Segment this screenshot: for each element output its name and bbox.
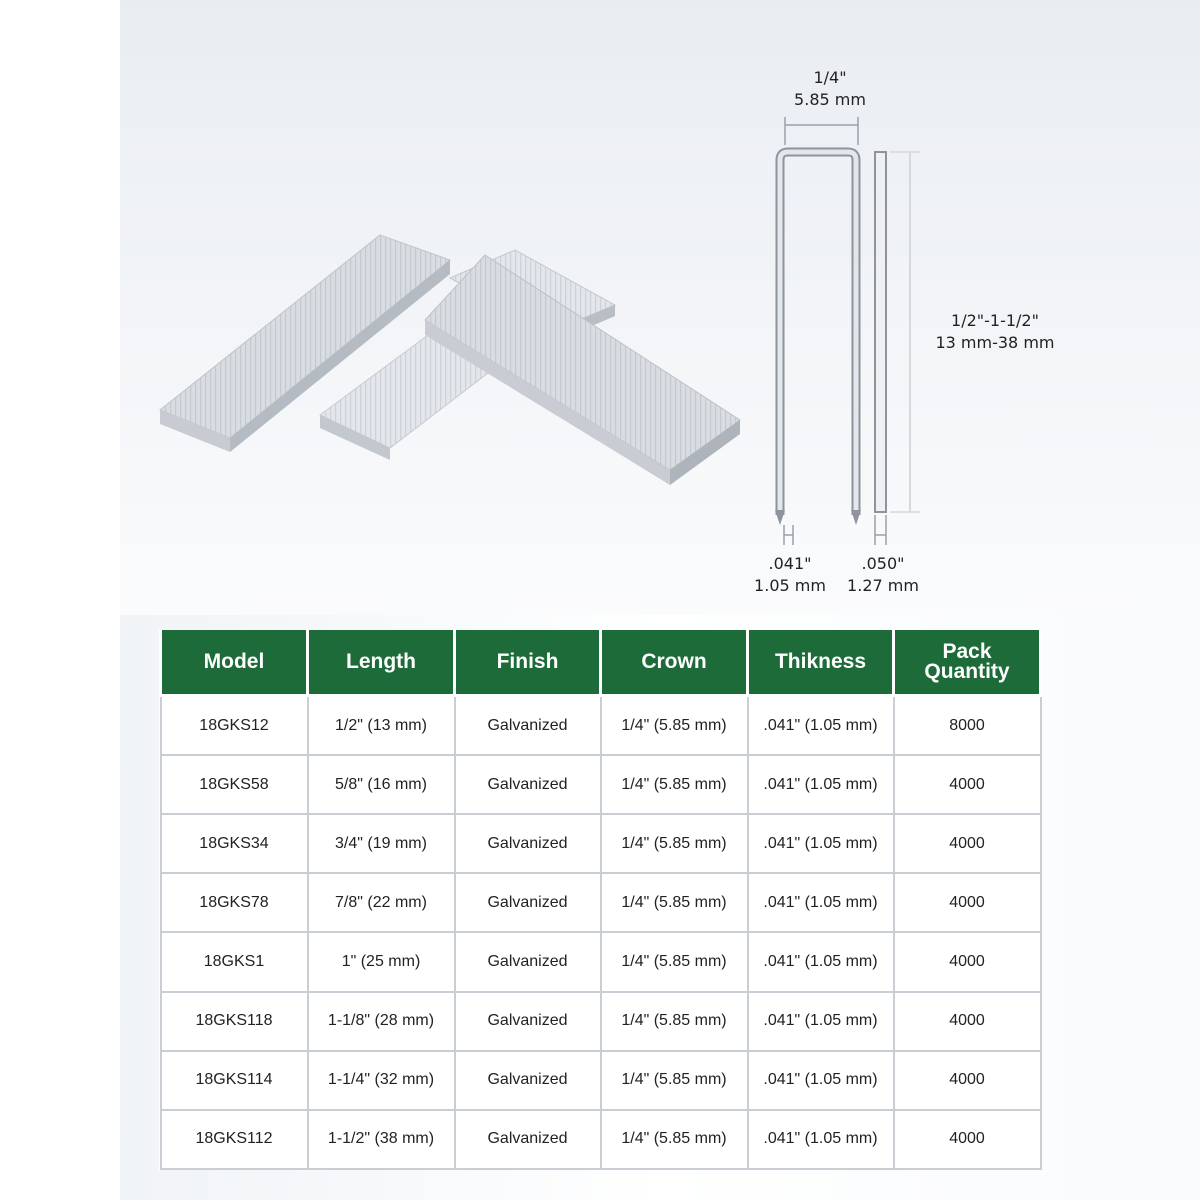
cell-model: 18GKS118 (161, 992, 308, 1051)
cell-pack-quantity: 4000 (894, 1051, 1041, 1110)
cell-model: 18GKS114 (161, 1051, 308, 1110)
cell-model: 18GKS1 (161, 932, 308, 991)
length-inch: 1/2"-1-1/2" (951, 311, 1039, 330)
cell-pack-quantity: 4000 (894, 1110, 1041, 1169)
crown-mm: 5.85 mm (794, 90, 866, 109)
thickness-inch: .050" (861, 554, 905, 573)
cell-length: 5/8" (16 mm) (308, 755, 455, 814)
table-row (161, 873, 1041, 932)
header-crown: Crown (601, 630, 748, 696)
cell-finish: Galvanized (455, 814, 601, 873)
crown-inch: 1/4" (813, 68, 847, 87)
header-finish: Finish (455, 630, 601, 696)
cell-thickness: .041" (1.05 mm) (748, 696, 894, 756)
length-mm: 13 mm-38 mm (935, 333, 1055, 352)
cell-pack-quantity: 8000 (894, 696, 1041, 756)
cell-crown: 1/4" (5.85 mm) (601, 873, 748, 932)
cell-finish: Galvanized (455, 1110, 601, 1169)
cell-length: 1/2" (13 mm) (308, 696, 455, 756)
cell-pack-quantity: 4000 (894, 992, 1041, 1051)
header-model: Model (161, 630, 308, 696)
cell-crown: 1/4" (5.85 mm) (601, 932, 748, 991)
cell-thickness: .041" (1.05 mm) (748, 1051, 894, 1110)
cell-model: 18GKS78 (161, 873, 308, 932)
cell-pack-quantity: 4000 (894, 873, 1041, 932)
cell-pack-quantity: 4000 (894, 814, 1041, 873)
cell-model: 18GKS12 (161, 696, 308, 756)
cell-finish: Galvanized (455, 932, 601, 991)
cell-length: 1-1/8" (28 mm) (308, 992, 455, 1051)
staple-profile (780, 152, 856, 515)
staple-strips-image (150, 220, 750, 520)
cell-crown: 1/4" (5.85 mm) (601, 814, 748, 873)
cell-crown: 1/4" (5.85 mm) (601, 755, 748, 814)
staple-dimension-diagram (740, 55, 1100, 615)
cell-thickness: .041" (1.05 mm) (748, 755, 894, 814)
cell-finish: Galvanized (455, 1051, 601, 1110)
cell-finish: Galvanized (455, 755, 601, 814)
cell-length: 3/4" (19 mm) (308, 814, 455, 873)
cell-model: 18GKS112 (161, 1110, 308, 1169)
cell-thickness: .041" (1.05 mm) (748, 932, 894, 991)
leg-inch: .041" (768, 554, 812, 573)
cell-length: 1-1/4" (32 mm) (308, 1051, 455, 1110)
table-row (161, 1110, 1041, 1169)
staple-side-profile (875, 152, 886, 512)
length-dimension-label (925, 310, 1065, 354)
cell-finish: Galvanized (455, 992, 601, 1051)
table-header-row (161, 630, 1041, 696)
cell-pack-quantity: 4000 (894, 755, 1041, 814)
header-thickness: Thikness (748, 630, 894, 696)
header-length: Length (308, 630, 455, 696)
table-row (161, 932, 1041, 991)
cell-thickness: .041" (1.05 mm) (748, 992, 894, 1051)
leg-width-label (745, 553, 835, 597)
thickness-label (838, 553, 928, 597)
crown-dimension-label (770, 67, 890, 111)
table-row (161, 992, 1041, 1051)
cell-model: 18GKS58 (161, 755, 308, 814)
table-row (161, 1051, 1041, 1110)
cell-thickness: .041" (1.05 mm) (748, 873, 894, 932)
cell-thickness: .041" (1.05 mm) (748, 814, 894, 873)
cell-length: 7/8" (22 mm) (308, 873, 455, 932)
cell-crown: 1/4" (5.85 mm) (601, 1051, 748, 1110)
table-row (161, 755, 1041, 814)
header-pack-quantity: Pack Quantity (894, 630, 1041, 696)
thickness-mm: 1.27 mm (847, 576, 919, 595)
cell-crown: 1/4" (5.85 mm) (601, 992, 748, 1051)
cell-crown: 1/4" (5.85 mm) (601, 1110, 748, 1169)
cell-pack-quantity: 4000 (894, 932, 1041, 991)
table-row (161, 696, 1041, 756)
cell-finish: Galvanized (455, 696, 601, 756)
cell-length: 1" (25 mm) (308, 932, 455, 991)
table-row (161, 814, 1041, 873)
cell-model: 18GKS34 (161, 814, 308, 873)
leg-mm: 1.05 mm (754, 576, 826, 595)
cell-crown: 1/4" (5.85 mm) (601, 696, 748, 756)
cell-finish: Galvanized (455, 873, 601, 932)
specification-table (159, 630, 1042, 1170)
page-margin (0, 0, 120, 1200)
cell-thickness: .041" (1.05 mm) (748, 1110, 894, 1169)
cell-length: 1-1/2" (38 mm) (308, 1110, 455, 1169)
